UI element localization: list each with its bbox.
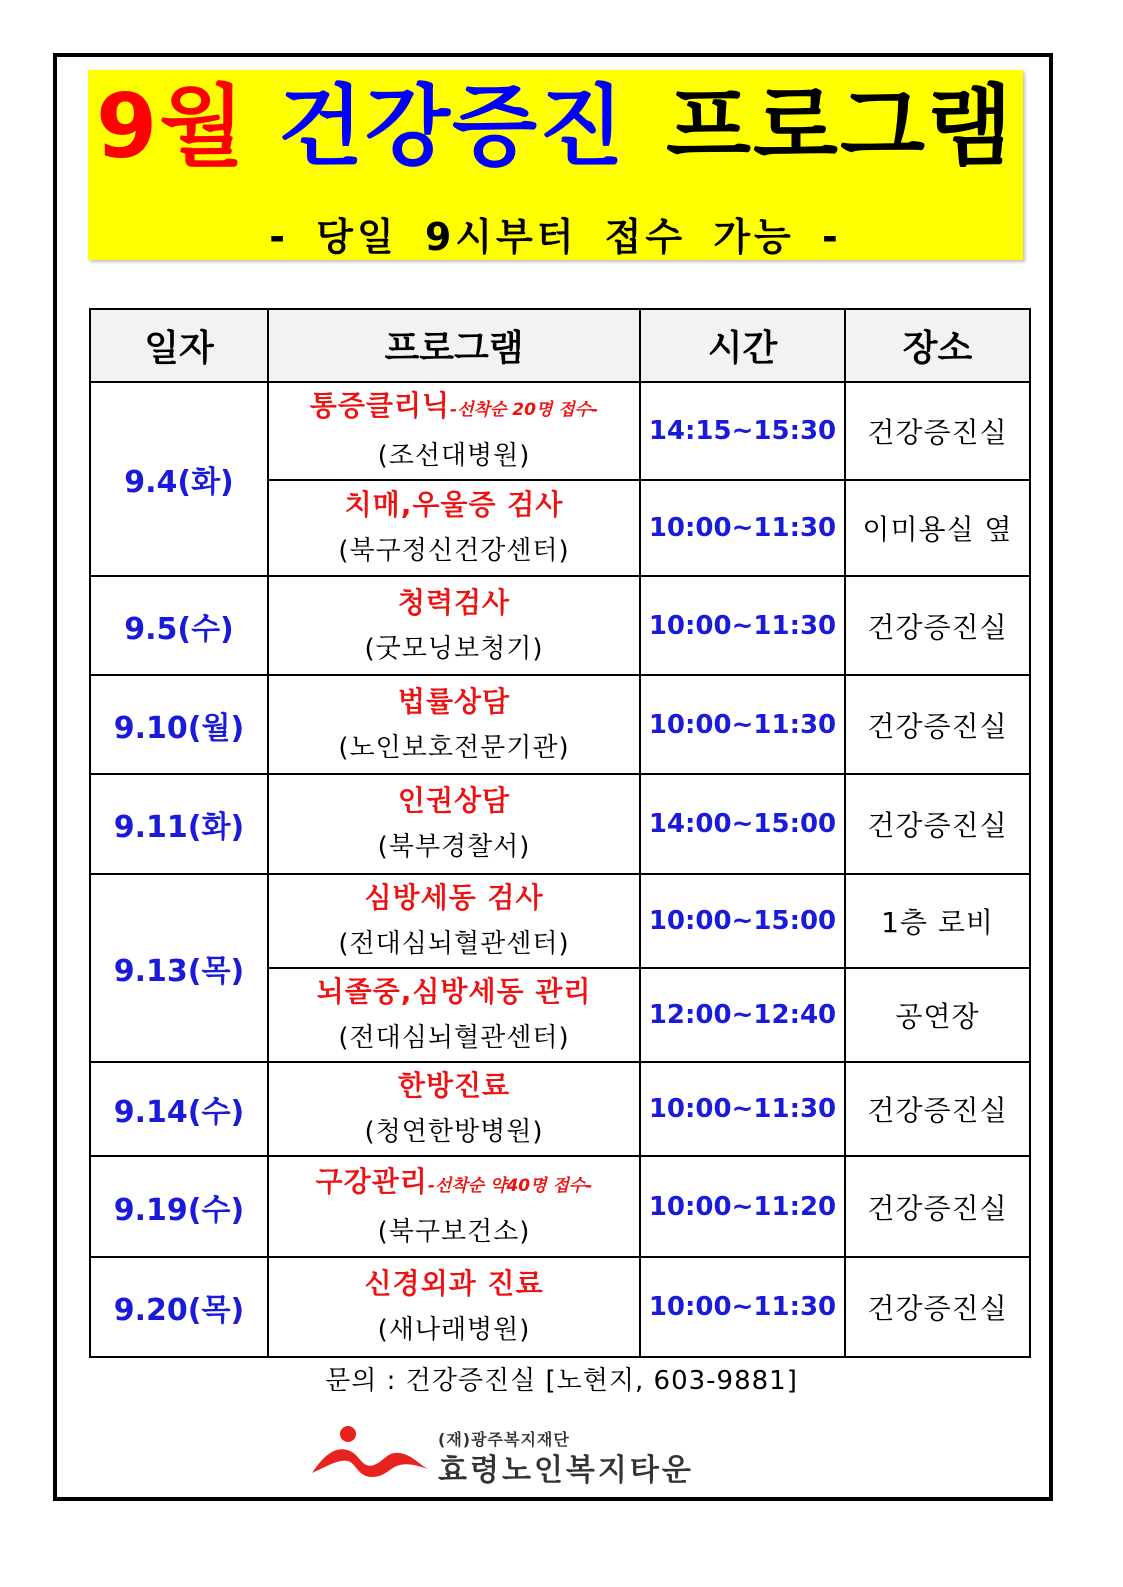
date-cell: 9.20(목): [90, 1257, 268, 1357]
program-org: (굿모닝보청기): [364, 633, 544, 664]
program-cell: [268, 968, 640, 1062]
program-org: (새나래병원): [377, 1315, 531, 1345]
logo-org-name: 효령노인복지타운: [438, 1453, 694, 1488]
program-cell: [268, 675, 640, 774]
program-org: (노인보호전문기관): [338, 732, 570, 763]
program-cell: [268, 480, 640, 576]
time-cell: 14:15~15:30: [640, 382, 845, 480]
table-row: [90, 576, 1030, 675]
place-cell: 건강증진실: [845, 1156, 1030, 1257]
program-name: 한방진료: [397, 1069, 511, 1102]
date-cell: 9.5(수): [90, 576, 268, 675]
program-cell: [268, 774, 640, 874]
logo-foundation-name: (재)광주복지재단: [438, 1430, 570, 1449]
program-org: (북구보건소): [377, 1216, 531, 1247]
time-cell: 10:00~15:00: [640, 874, 845, 968]
program-cell: [268, 874, 640, 968]
program-cell: [268, 576, 640, 675]
time-cell: 10:00~11:30: [640, 1257, 845, 1357]
schedule-table: [89, 308, 1031, 1358]
place-cell: 건강증진실: [845, 576, 1030, 675]
program-cell: [268, 382, 640, 480]
time-cell: 14:00~15:00: [640, 774, 845, 874]
place-cell: 건강증진실: [845, 675, 1030, 774]
place-cell: 이미용실 옆: [845, 480, 1030, 576]
date-cell: 9.11(화): [90, 774, 268, 874]
program-cell: [268, 1062, 640, 1156]
program-name: 통증클리닉: [309, 389, 451, 422]
header-place: 장소: [845, 309, 1030, 382]
program-name: 법률상담: [397, 684, 511, 718]
swoosh-logo-icon: [310, 1425, 430, 1481]
header-time: 시간: [640, 309, 845, 382]
table-row: [90, 874, 1030, 968]
date-cell: 9.14(수): [90, 1062, 268, 1156]
contact-info: 문의 : 건강증진실 [노현지, 603-9881]: [325, 1366, 798, 1396]
table-row: [90, 1062, 1030, 1156]
program-name: 치매,우울증 검사: [344, 488, 564, 521]
date-cell: 9.13(목): [90, 874, 268, 1062]
program-org: (조선대병원): [377, 441, 531, 471]
table-row: [90, 382, 1030, 480]
time-cell: 10:00~11:30: [640, 576, 845, 675]
program-org: (전대심뇌혈관센터): [338, 929, 570, 959]
place-cell: 건강증진실: [845, 1257, 1030, 1357]
place-cell: 건강증진실: [845, 382, 1030, 480]
place-cell: 건강증진실: [845, 1062, 1030, 1156]
date-cell: 9.19(수): [90, 1156, 268, 1257]
program-org: (청연한방병원): [364, 1117, 544, 1147]
time-cell: 12:00~12:40: [640, 968, 845, 1062]
program-name: 신경외과 진료: [364, 1267, 544, 1300]
program-cell: [268, 1257, 640, 1357]
table-row: [90, 1257, 1030, 1357]
program-note: -선착순 20명 접수-: [450, 400, 599, 420]
title-program: 프로그램: [666, 75, 1015, 178]
time-cell: 10:00~11:20: [640, 1156, 845, 1257]
title-month: 9월: [96, 75, 247, 178]
program-note: -선착순 약40명 접수-: [427, 1175, 593, 1196]
date-cell: 9.10(월): [90, 675, 268, 774]
place-cell: 건강증진실: [845, 774, 1030, 874]
header-date: 일자: [90, 309, 268, 382]
time-cell: 10:00~11:30: [640, 675, 845, 774]
program-name: 심방세동 검사: [364, 881, 544, 914]
subtitle: - 당일 9시부터 접수 가능 -: [269, 215, 842, 259]
program-name: 청력검사: [397, 585, 511, 619]
program-org: (전대심뇌혈관센터): [338, 1023, 570, 1053]
time-cell: 10:00~11:30: [640, 1062, 845, 1156]
header-row: [90, 309, 1030, 382]
title-health: 건강증진: [278, 75, 627, 178]
title-banner: [88, 70, 1023, 260]
date-cell: 9.4(화): [90, 382, 268, 576]
program-name: 인권상담: [397, 784, 511, 817]
table-row: [90, 1156, 1030, 1257]
place-cell: 공연장: [845, 968, 1030, 1062]
program-org: (북구정신건강센터): [338, 536, 570, 566]
page-title: [88, 72, 1023, 182]
program-name: 구강관리: [315, 1164, 428, 1198]
table-row: [90, 774, 1030, 874]
program-cell: [268, 1156, 640, 1257]
header-program: 프로그램: [268, 309, 640, 382]
program-org: (북부경찰서): [377, 832, 531, 862]
place-cell: 1층 로비: [845, 874, 1030, 968]
organization-logo: [310, 1425, 780, 1488]
program-name: 뇌졸중,심방세동 관리: [316, 975, 592, 1008]
time-cell: 10:00~11:30: [640, 480, 845, 576]
table-row: [90, 675, 1030, 774]
